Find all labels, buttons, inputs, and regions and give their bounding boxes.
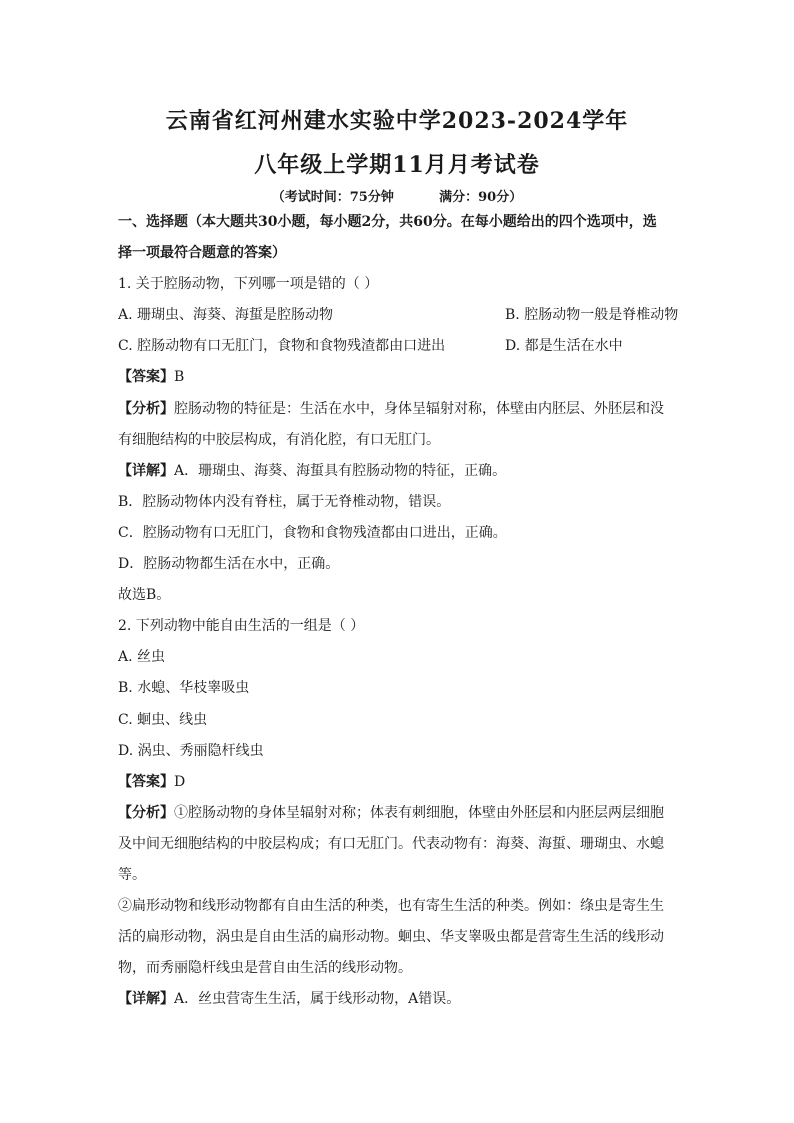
q1-answer [118,367,683,387]
q1-detail-b: B．腔肠动物体内没有脊柱，属于无脊椎动物，错误。 [118,493,451,510]
q1-detail-c: C．腔肠动物有口无肛门，食物和食物残渣都由口进出，正确。 [118,524,507,541]
exam-content [118,212,683,1020]
q1-detail-d: D．腔肠动物都生活在水中，正确。 [118,556,340,573]
q2-analysis-line2: 及中间无细胞结构的中胶层构成；有口无肛门。代表动物有：海葵、海蜇、珊瑚虫、水螅 [118,835,664,852]
q2-answer-tag: 【答案】 [118,773,174,790]
q2-option-d: D. 涡虫、秀丽隐杆线虫 [118,742,264,759]
q2-analysis-text1: ①腔肠动物的身体呈辐射对称；体表有刺细胞，体壁由外胚层和内胚层两层细胞 [174,804,664,821]
q2-analysis-line5: 活的扁形动物，涡虫是自由生活的扁形动物。蛔虫、华支睾吸虫都是营寄生生活的线形动 [118,929,664,946]
q1-option-b: B. 腔肠动物一般是脊椎动物 [505,307,679,324]
q1-option-a: A. 珊瑚虫、海葵、海蜇是腔肠动物 [118,307,334,324]
q1-answer-value: B [174,369,185,386]
q2-option-b: B. 水螅、华枝睾吸虫 [118,680,250,697]
q1-option-c: C. 腔肠动物有口无肛门，食物和食物残渣都由口进出 [118,338,446,355]
q2-stem: 2. 下列动物中能自由生活的一组是（ ） [118,618,365,635]
section-heading-line1: 一、选择题（本大题共30小题，每小题2分，共60分。在每小题给出的四个选项中，选 [118,214,657,230]
q1-analysis-text1: 腔肠动物的特征是：生活在水中，身体呈辐射对称，体壁由内胚层、外胚层和没 [174,400,664,417]
exam-info: （考试时间：75分钟 满分：90分） [271,190,523,205]
q2-detail-a [118,989,683,1009]
q2-analysis-tag: 【分析】 [118,804,174,821]
q2-analysis-line4: ②扁形动物和线形动物都有自由生活的种类，也有寄生生活的种类。例如：绦虫是寄生生 [118,898,664,915]
q2-answer [118,772,683,792]
q1-analysis-line2: 有细胞结构的中胶层构成，有消化腔，有口无肛门。 [118,431,440,448]
q2-detail-tag: 【详解】 [118,991,174,1008]
exam-title-line2: 八年级上学期11月月考试卷 [254,152,540,178]
q1-analysis-line1 [118,399,683,419]
q1-options-row1 [118,305,683,325]
q2-analysis-line3: 等。 [118,866,146,883]
q1-detail-a-text: A．珊瑚虫、海葵、海蜇具有腔肠动物的特征，正确。 [174,462,507,479]
q2-analysis-line1 [118,803,683,823]
q2-answer-value: D [174,773,186,790]
q1-detail-tag: 【详解】 [118,462,174,479]
q1-conclusion: 故选B。 [118,587,171,604]
q1-answer-tag: 【答案】 [118,369,174,386]
section-heading-line2: 择一项最符合题意的答案） [118,245,286,262]
q1-detail-a [118,461,683,481]
q2-option-a: A. 丝虫 [118,649,166,666]
q1-stem: 1. 关于腔肠动物，下列哪一项是错的（ ） [118,276,379,293]
q2-detail-a-text: A．丝虫营寄生生活，属于线形动物，A错误。 [174,991,461,1008]
q2-option-c: C. 蛔虫、线虫 [118,711,208,728]
q1-options-row2 [118,336,683,356]
q1-analysis-tag: 【分析】 [118,400,174,417]
exam-title-line1: 云南省红河州建水实验中学2023-2024学年 [165,108,629,134]
q1-option-d: D. 都是生活在水中 [505,338,623,355]
q2-analysis-line6: 物，而秀丽隐杆线虫是营自由生活的线形动物。 [118,960,412,977]
